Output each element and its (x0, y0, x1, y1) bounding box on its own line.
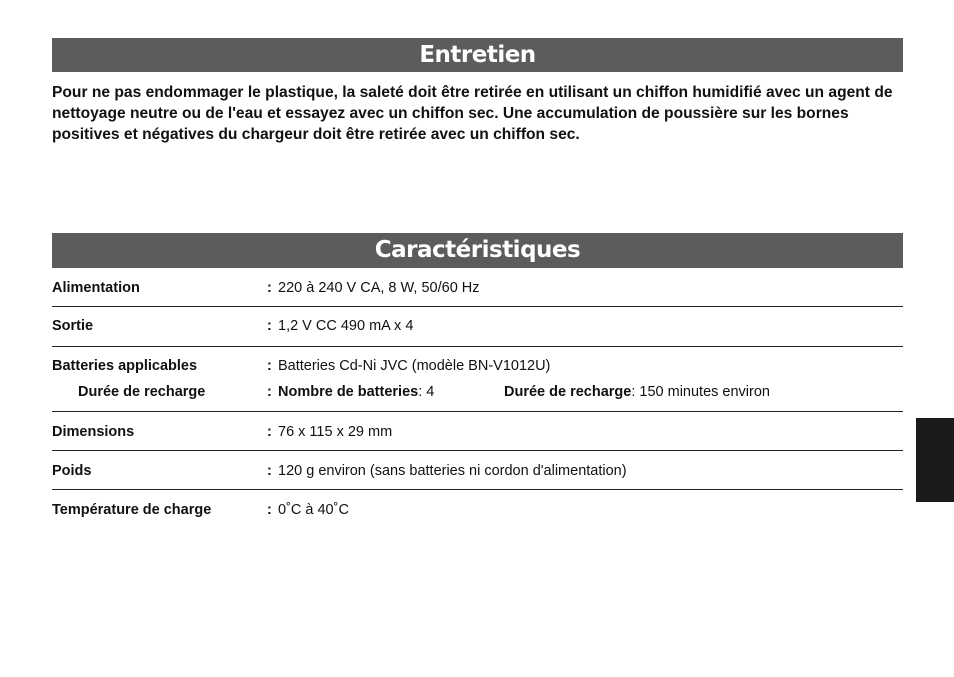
spec-colon: : (267, 424, 272, 440)
spec-label: Sortie (52, 318, 94, 334)
spec-value: 0˚C à 40˚C (278, 502, 349, 518)
spec-value: 76 x 115 x 29 mm (278, 424, 393, 440)
spec-colon: : (267, 318, 272, 334)
spec-label: Alimentation (52, 280, 140, 296)
side-tab-marker (916, 418, 954, 502)
spec-row-temperature (52, 490, 903, 528)
spec-colon: : (267, 358, 272, 374)
spec-row-sortie (52, 307, 903, 347)
spec-row-batteries (52, 347, 903, 412)
spec-subvalue-batteries-count (278, 379, 434, 405)
spec-sublabel: Durée de recharge (78, 384, 206, 400)
spec-subkey: Nombre de batteries (278, 384, 419, 400)
entretien-heading: Entretien (52, 38, 903, 72)
spec-label: Batteries applicables (52, 358, 198, 374)
spec-subkey: Durée de recharge (504, 384, 632, 400)
spec-colon: : (267, 384, 272, 400)
spec-colon: : (267, 502, 272, 518)
spec-row-poids (52, 451, 903, 490)
spec-label: Température de charge (52, 502, 212, 518)
specs-table (52, 268, 903, 528)
spec-label: Dimensions (52, 424, 135, 440)
spec-value: 220 à 240 V CA, 8 W, 50/60 Hz (278, 280, 480, 296)
spec-subvalue-recharge-time (504, 379, 770, 405)
spec-row-alimentation (52, 268, 903, 307)
spec-value: 1,2 V CC 490 mA x 4 (278, 318, 414, 334)
spec-colon: : (267, 280, 272, 296)
spec-subval: : 150 minutes environ (631, 384, 770, 400)
entretien-paragraph: Pour ne pas endommager le plastique, la saleté doit être retirée en utilisant un chiffon humidifié avec un agent de nettoyage neutre ou de l'eau et essayez avec un chiffon sec. Une accumulation de poussière sur les bornes positives et négatives du chargeur doit être retirée avec un chiffon sec. (52, 84, 893, 143)
spec-label: Poids (52, 463, 92, 479)
spec-colon: : (267, 463, 272, 479)
specs-heading: Caractéristiques (52, 233, 903, 268)
spec-value: 120 g environ (sans batteries ni cordon d'alimentation) (278, 463, 627, 479)
spec-subval: : 4 (418, 384, 435, 400)
spec-row-dimensions (52, 412, 903, 451)
spec-value: Batteries Cd-Ni JVC (modèle BN-V1012U) (278, 358, 551, 374)
